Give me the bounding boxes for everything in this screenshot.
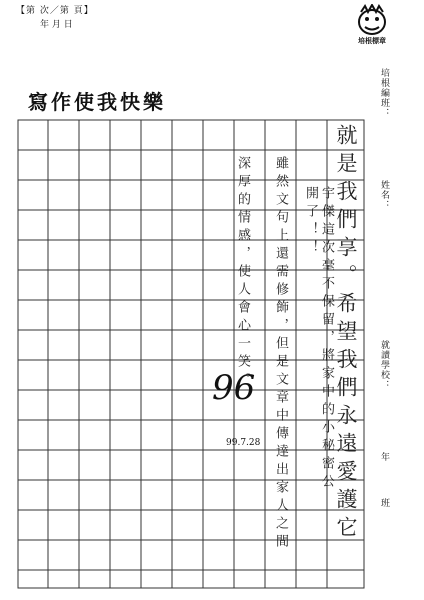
essay-column-3: 雖然文句上還需修飾，但是文章中傳達出家人之間 (273, 156, 288, 552)
essay-column-2: 宇傑這次毫不保留，將家中的小秘密公開了！！ (303, 186, 334, 492)
class-number-label: 培根編班： (379, 68, 389, 118)
name-label: 姓名： (379, 180, 389, 210)
school-label: 就讀學校： (379, 340, 389, 390)
grade-label: 年 (379, 452, 389, 462)
essay-column-1: 就是我們享。希望我們永遠愛護它 (334, 124, 358, 544)
logo-label: 培根標章 (358, 37, 386, 45)
header-line-1: 【第 次／第 頁】 (16, 6, 94, 16)
essay-column-4: 深厚的情感，使人會心一笑。 (235, 156, 250, 390)
score-mark: 96 (212, 368, 256, 408)
grading-date: 99.7.28 (226, 438, 261, 448)
header-date-line: 年 月 日 (40, 20, 73, 30)
page-title: 寫作使我快樂 (28, 90, 166, 114)
class-label: 班 (379, 498, 389, 508)
